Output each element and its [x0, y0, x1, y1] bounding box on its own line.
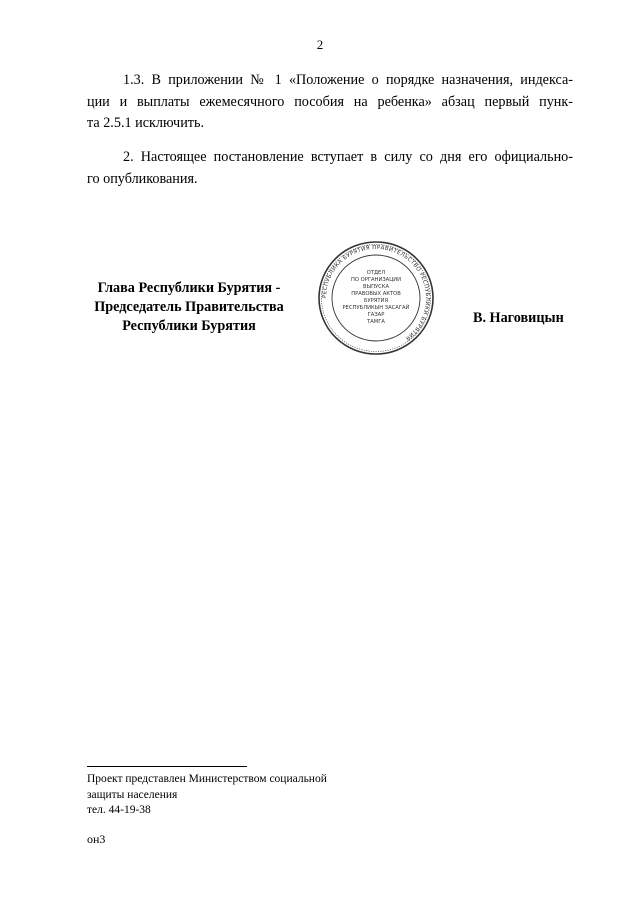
signatory-name: В. Наговицын [473, 310, 564, 326]
paragraph-line: 1.3. В приложении № 1 «Положение о порядке назначения, индекса- [123, 72, 573, 88]
seal-center-line: ПО ОРГАНИЗАЦИИ [350, 277, 402, 283]
paragraph-line: та 2.5.1 исключить. [87, 115, 205, 131]
footnote-divider [87, 766, 247, 767]
footnote-line: Проект представлен Министерством социальной [87, 773, 327, 785]
seal-center-line: ТАМГА [367, 319, 385, 325]
signatory-title-line: Республики Бурятия [122, 318, 256, 334]
page-number: 2 [316, 37, 324, 52]
seal-center-line: БУРЯТИЯ [363, 298, 389, 304]
footnote [87, 772, 327, 819]
seal-center-line: РЕСПУБЛИКЫН ЗАСАГАЙ [342, 305, 410, 311]
paragraph-item-1-3 [87, 70, 573, 135]
paragraph-item-2 [87, 147, 573, 190]
executor-code: он3 [87, 832, 106, 846]
seal-center-line: ГАЗАР [367, 312, 385, 318]
signatory-title-line: Председатель Правительства [94, 299, 284, 315]
seal-center-line: ВЫПУСКА [362, 284, 390, 290]
paragraph-line: ции и выплаты ежемесячного пособия на ребенка» абзац первый пунк- [87, 93, 573, 110]
seal-ring-text: РЕСПУБЛИКА БУРЯТИЯ ПРАВИТЕЛЬСТВО РЕСПУБЛИКИ БУРЯТИЯ [321, 244, 431, 342]
footnote-line: защиты населения [87, 788, 178, 801]
paragraph-line: го опубликования. [87, 170, 198, 187]
signatory-title [82, 279, 296, 336]
official-seal-stamp [317, 240, 435, 356]
footnote-line: тел. 44-19-38 [87, 804, 151, 816]
seal-center-line: ОТДЕЛ [366, 270, 386, 276]
signatory-title-line: Глава Республики Бурятия - [97, 280, 281, 296]
paragraph-line: 2. Настоящее постановление вступает в силу со дня его официально- [123, 149, 573, 165]
seal-center-line: ПРАВОВЫХ АКТОВ [351, 291, 401, 297]
